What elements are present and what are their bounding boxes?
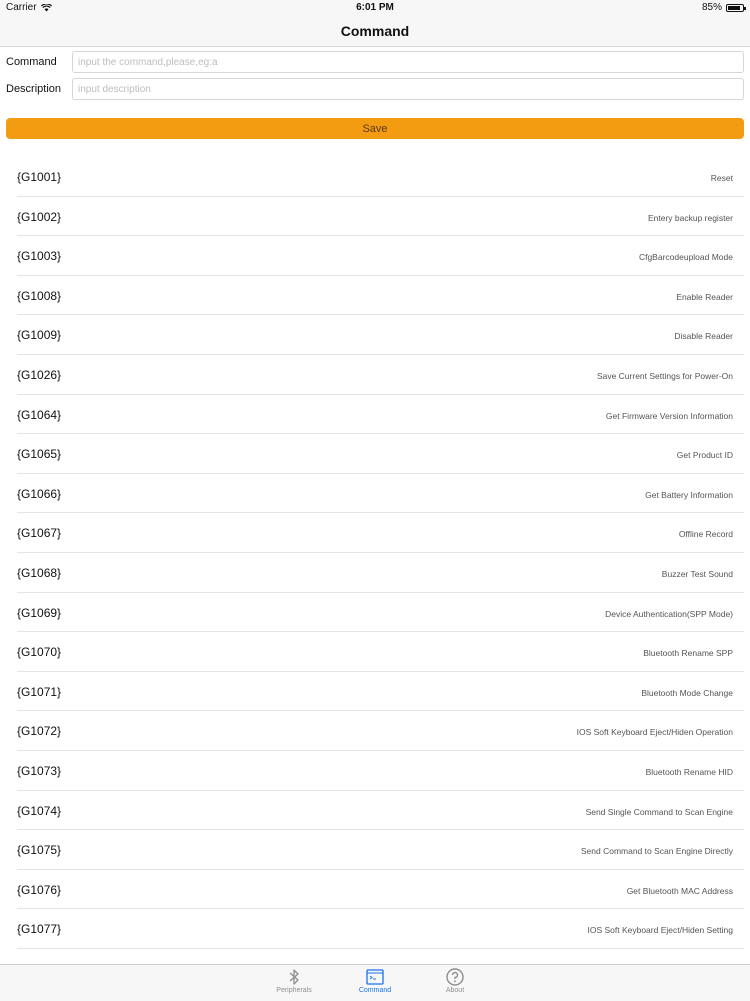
command-code: {G1066} [17, 486, 62, 501]
command-code: {G1071} [17, 684, 62, 699]
command-code: {G1002} [17, 209, 62, 224]
command-list-item[interactable] [17, 434, 744, 474]
command-row [0, 51, 750, 75]
tab-command-label: Command [358, 987, 392, 994]
command-description: Bluetooth Mode Change [641, 687, 733, 698]
command-list-item[interactable] [17, 197, 744, 237]
command-code: {G1077} [17, 922, 62, 937]
navigation-bar [0, 16, 750, 47]
command-list-item[interactable] [17, 513, 744, 553]
tab-about[interactable] [420, 967, 490, 994]
command-description: Get Firmware Version Information [605, 410, 733, 421]
command-description: Save Current Settings for Power-On [596, 370, 733, 381]
command-list-item[interactable] [17, 157, 744, 197]
tab-bar [0, 964, 750, 1001]
command-list-item[interactable] [17, 315, 744, 355]
command-description: Send Single Command to Scan Engine [585, 806, 733, 817]
command-list-item[interactable] [17, 553, 744, 593]
bluetooth-icon [284, 967, 304, 987]
description-row [0, 78, 750, 102]
command-list-item[interactable] [17, 672, 744, 712]
command-description: Get Product ID [676, 450, 733, 461]
command-code: {G1073} [17, 763, 62, 778]
command-code: {G1074} [17, 803, 62, 818]
command-description: Buzzer Test Sound [661, 568, 733, 579]
command-description: Disable Reader [674, 331, 733, 342]
command-code: {G1070} [17, 645, 62, 660]
command-list-item[interactable] [17, 909, 744, 949]
tab-peripherals-label: Peripherals [276, 987, 312, 994]
command-list-item[interactable] [17, 632, 744, 672]
tab-command[interactable] [340, 967, 410, 994]
description-label: Description [6, 83, 62, 95]
command-list-item[interactable] [17, 474, 744, 514]
command-description: IOS Soft Keyboard Eject/Hiden Operation [576, 727, 733, 738]
command-list-item[interactable] [17, 791, 744, 831]
command-label: Command [6, 56, 57, 68]
command-description: Get Bluetooth MAC Address [626, 885, 733, 896]
status-right [702, 2, 744, 13]
command-description: CfgBarcodeupload Mode [638, 252, 733, 263]
about-icon [445, 967, 465, 987]
command-code: {G1068} [17, 565, 62, 580]
status-bar [0, 0, 750, 16]
status-time: 6:01 PM [356, 2, 394, 13]
tab-peripherals[interactable] [259, 967, 329, 994]
battery-fill [728, 6, 740, 10]
command-code: {G1008} [17, 288, 62, 303]
save-button[interactable]: Save [6, 118, 744, 139]
command-list-item[interactable] [17, 711, 744, 751]
command-code: {G1064} [17, 407, 62, 422]
command-code: {G1026} [17, 367, 62, 382]
command-description: Device Authentication(SPP Mode) [605, 608, 733, 619]
command-list-item[interactable] [17, 870, 744, 910]
battery-icon [726, 4, 744, 12]
command-icon [365, 967, 385, 987]
command-code: {G1065} [17, 447, 62, 462]
battery-percent: 85% [701, 2, 722, 13]
command-description: Reset [710, 173, 733, 183]
command-code: {G1067} [17, 526, 62, 541]
command-list-item[interactable] [17, 593, 744, 633]
command-code: {G1001} [17, 170, 62, 184]
description-input[interactable] [72, 78, 744, 100]
command-code: {G1075} [17, 843, 62, 858]
command-description: IOS Soft Keyboard Eject/Hiden Setting [587, 925, 733, 936]
command-list-item[interactable] [17, 236, 744, 276]
command-description: Offline Record [678, 529, 733, 540]
command-description: Send Command to Scan Engine Directly [580, 846, 733, 857]
command-code: {G1069} [17, 605, 62, 620]
carrier-label: Carrier [6, 2, 37, 13]
command-description: Bluetooth Rename SPP [643, 648, 733, 659]
command-list-item[interactable] [17, 830, 744, 870]
command-list-item[interactable] [17, 355, 744, 395]
command-description: Bluetooth Rename HID [645, 766, 733, 777]
command-list [0, 157, 750, 949]
command-code: {G1009} [17, 328, 62, 343]
command-code: {G1076} [17, 882, 62, 897]
command-list-item[interactable] [17, 395, 744, 435]
command-input[interactable] [72, 51, 744, 73]
command-code: {G1003} [17, 249, 62, 264]
command-list-item[interactable] [17, 276, 744, 316]
tab-about-label: About [445, 987, 465, 994]
command-description: Get Battery Information [645, 489, 733, 500]
command-description: Entery backup register [647, 212, 733, 223]
command-code: {G1072} [17, 724, 62, 739]
page-title: Command [340, 23, 410, 39]
command-list-item[interactable] [17, 751, 744, 791]
command-description: Enable Reader [676, 291, 733, 302]
